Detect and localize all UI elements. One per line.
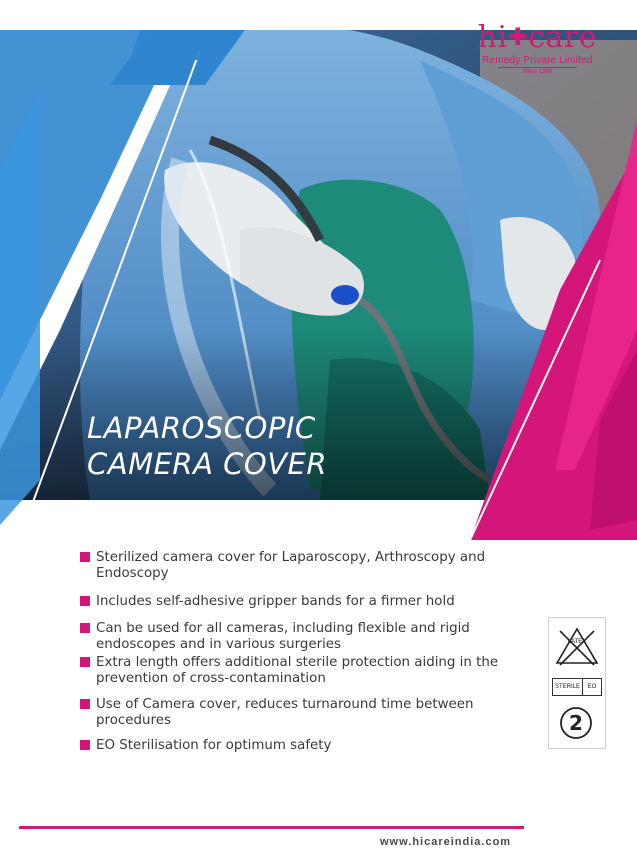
feature-item: Can be used for all cameras, including flexible and rigid endoscopes and in various surgeries <box>80 621 520 653</box>
sterile-eo-icon <box>552 678 602 696</box>
do-not-reuse-icon <box>559 706 593 740</box>
logo-name-end: care <box>528 20 597 55</box>
bullet-square-icon <box>80 699 90 709</box>
cross-icon: ✚ <box>507 23 529 51</box>
feature-item: Use of Camera cover, reduces turnaround time between procedures <box>80 697 520 729</box>
website-link[interactable]: www.hicareindia.com <box>380 836 512 848</box>
product-title-line1: LAPAROSCOPIC <box>87 411 316 445</box>
feature-item: Extra length offers additional sterile protection aiding in the prevention of cross-contamination <box>80 655 520 687</box>
logo-since: Since 1990 <box>498 67 577 75</box>
feature-item: Sterilized camera cover for Laparoscopy, Arthroscopy and Endoscopy <box>80 550 520 582</box>
product-title-line2: CAMERA COVER <box>87 447 328 481</box>
product-title <box>87 410 327 482</box>
regulatory-symbols <box>548 617 606 749</box>
feature-item: Includes self-adhesive gripper bands for a firmer hold <box>80 594 520 610</box>
bullet-square-icon <box>80 623 90 633</box>
feature-list <box>80 550 520 754</box>
reuse-number: 2 <box>569 711 583 735</box>
bullet-square-icon <box>80 596 90 606</box>
latex-label: LATEX <box>567 639 587 645</box>
brand-logo <box>478 22 597 75</box>
logo-name-start: hi <box>477 20 508 55</box>
latex-free-icon <box>554 623 600 669</box>
logo-wordmark <box>478 22 597 53</box>
sterile-method: EO <box>587 684 597 690</box>
bullet-square-icon <box>80 657 90 667</box>
feature-item: EO Sterilisation for optimum safety <box>80 738 520 754</box>
sterile-label: STERILE <box>553 679 583 695</box>
footer-divider <box>19 826 524 829</box>
bullet-square-icon <box>80 740 90 750</box>
bullet-square-icon <box>80 552 90 562</box>
logo-tagline: Remedy Private Limited <box>482 55 593 66</box>
